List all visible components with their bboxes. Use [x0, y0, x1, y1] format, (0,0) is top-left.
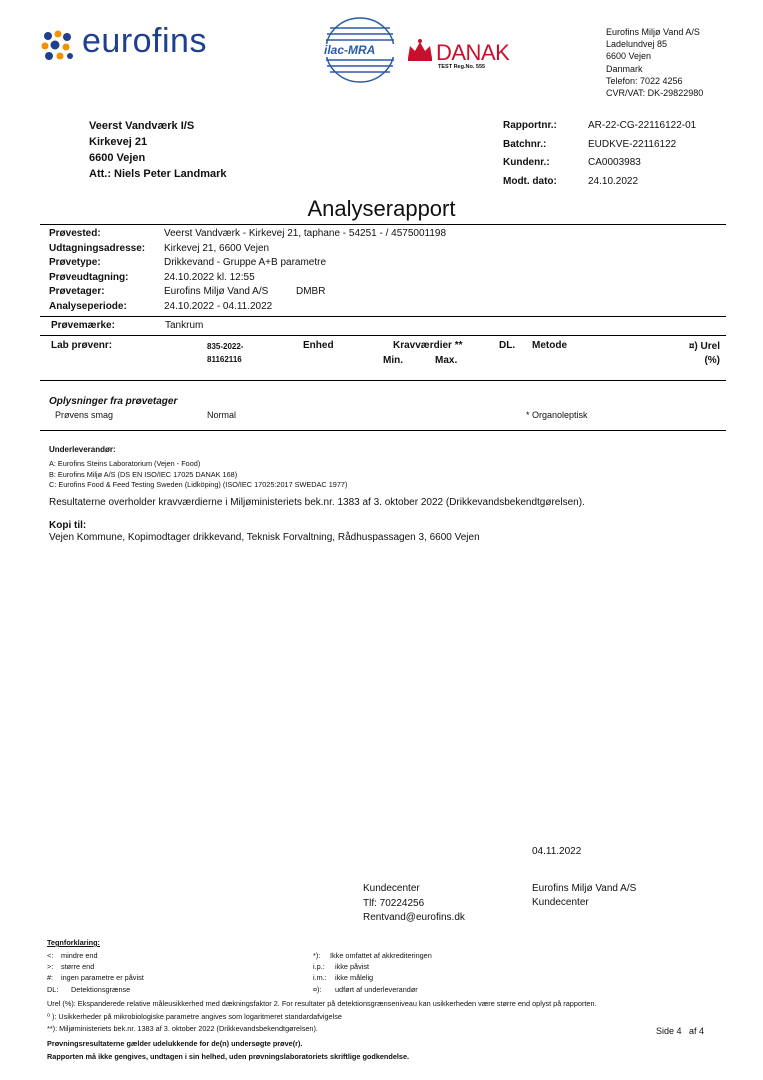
eurofins-logo	[40, 22, 220, 66]
legend-item	[47, 984, 144, 995]
contact-line: Rentvand@eurofins.dk	[363, 912, 465, 923]
sample-info-row	[49, 285, 446, 300]
sampler-section-heading: Oplysninger fra prøvetager	[49, 396, 178, 407]
legend-footer	[47, 1037, 409, 1063]
legend-item	[47, 972, 144, 983]
lab-number-line: 835-2022-	[207, 342, 244, 351]
copy-heading: Kopi til:	[49, 520, 87, 531]
subcontractor-line: A: Eurofins Steins Laboratorium (Vejen - Food)	[49, 459, 201, 468]
legend-footer-line: Prøvningsresultaterne gælder udelukkende for de(n) undersøgte prøve(r).	[47, 1039, 303, 1048]
company-address-line: Eurofins Miljø Vand A/S	[606, 27, 700, 37]
legend-symbol: i.p.:	[313, 962, 325, 972]
legend-left	[47, 950, 144, 995]
report-meta-value: CA0003983	[588, 157, 641, 168]
report-meta-row	[503, 117, 696, 136]
report-meta-label: Modt. dato:	[503, 175, 557, 187]
lab-number-line: 81162116	[207, 355, 242, 364]
signature-line: Eurofins Miljø Vand A/S	[532, 883, 637, 894]
contact-line: Tlf: 70224256	[363, 897, 425, 909]
sign-date: 04.11.2022	[532, 846, 582, 857]
legend-text: mindre end	[61, 951, 98, 960]
report-meta-row	[503, 173, 696, 192]
sample-info-label: Prøveudtagning:	[49, 271, 129, 283]
sample-info-value: Kirkevej 21, 6600 Vejen	[164, 242, 270, 254]
param-name: Prøvens smag	[55, 410, 114, 420]
sample-info-value: Eurofins Miljø Vand A/S	[164, 286, 269, 298]
table-header-max: Max.	[435, 355, 458, 366]
report-meta-row	[503, 154, 696, 173]
ilac-mra-text: ilac-MRA	[324, 43, 376, 57]
contact-block	[363, 882, 465, 926]
legend-text: ingen parametre er påvist	[61, 973, 144, 983]
sample-info-value: 24.10.2022 - 04.11.2022	[164, 300, 273, 312]
company-address-line: CVR/VAT: DK-29822980	[606, 88, 704, 99]
table-header-method: Metode	[532, 340, 567, 351]
sample-info-row	[49, 256, 446, 271]
divider	[40, 430, 726, 431]
legend-heading: Tegnforklaring:	[47, 938, 100, 947]
sample-info-value: Veerst Vandværk - Kirkevej 21, taphane - 54251 - / 4575001198	[164, 228, 447, 239]
signature-block	[532, 882, 636, 910]
legend-right	[313, 950, 432, 995]
legend-item	[313, 961, 432, 972]
sample-info-label: Udtagningsadresse:	[49, 242, 146, 254]
report-meta-row	[503, 136, 696, 155]
sample-info-value: 24.10.2022 kl. 12:55	[164, 271, 255, 283]
page-number	[656, 1026, 704, 1036]
report-meta-value: EUDKVE-22116122	[588, 138, 677, 150]
recipient-line: Att.: Niels Peter Landmark	[89, 168, 227, 180]
danak-text: DANAK	[436, 40, 510, 65]
legend-text: ikke målelig	[335, 973, 374, 983]
recipient-line: Veerst Vandværk I/S	[89, 120, 195, 132]
sample-info-label: Prøvetype:	[49, 257, 101, 269]
param-method: * Organoleptisk	[526, 410, 588, 420]
report-meta-label: Batchnr.:	[503, 138, 547, 150]
eurofins-logo-icon	[40, 30, 76, 62]
sample-info-label: Prøvested:	[49, 228, 101, 239]
legend-item	[47, 961, 144, 972]
eurofins-logo-text: eurofins	[82, 22, 207, 60]
table-header-min: Min.	[383, 355, 403, 366]
subcontractors-list	[49, 459, 347, 491]
sample-mark-value: Tankrum	[165, 320, 204, 331]
sample-info	[49, 227, 446, 315]
legend-item	[313, 972, 432, 983]
legend-note: Urel (%): Ekspanderede relative måleusikkerhed med dækningsfaktor 2. For resultater på detektionsgrænseniveau kan usikkerheden være større end oplyst på rapporten.	[47, 999, 597, 1008]
sample-info-row	[49, 242, 446, 257]
table-header-unit: Enhed	[303, 340, 334, 351]
page-label: Side 4	[656, 1026, 682, 1036]
divider	[40, 316, 726, 317]
legend-footer-line: Rapporten må ikke gengives, undtagen i sin helhed, uden prøvningslaboratoriets skriftlige godkendelse.	[47, 1052, 410, 1061]
page-of: af 4	[689, 1026, 705, 1036]
table-header-lab-number	[207, 340, 243, 366]
sample-info-row	[49, 300, 446, 315]
param-value: Normal	[207, 410, 237, 420]
report-meta-label: Rapportnr.:	[503, 120, 557, 131]
report-meta-label: Kundenr.:	[503, 157, 550, 168]
legend-symbol: i.m.:	[313, 973, 327, 983]
legend-notes	[47, 998, 727, 1036]
legend-note: **): Miljøministeriets bek.nr. 1383 af 3. oktober 2022 (Drikkevandsbekendtgørelsen).	[47, 1024, 318, 1034]
company-address-line: Telefon: 7022 4256	[606, 75, 683, 86]
legend-item	[313, 984, 432, 995]
recipient-address	[89, 118, 227, 182]
legend-symbol: *):	[313, 951, 321, 960]
recipient-line: 6600 Vejen	[89, 152, 146, 164]
company-address	[606, 26, 703, 99]
company-address-line: Danmark	[606, 63, 643, 74]
legend-symbol: DL:	[47, 984, 59, 994]
table-header-dl: DL.	[499, 340, 516, 351]
crown-icon	[406, 38, 434, 62]
legend-item	[313, 950, 432, 961]
ilac-mra-logo	[322, 16, 398, 84]
signature-line: Kundecenter	[532, 897, 589, 908]
subcontractor-line: B: Eurofins Miljø A/S (DS EN ISO/IEC 17025 DANAK 168)	[49, 469, 238, 479]
company-address-line: Ladelundvej 85	[606, 39, 668, 50]
legend-note: ⁰ ): Usikkerheder på mikrobiologiske parametre angives som logaritmeret standardafvigelse	[47, 1011, 342, 1021]
legend-text: ikke påvist	[335, 962, 370, 972]
legend-symbol: #:	[47, 973, 54, 983]
table-header-urel	[640, 340, 720, 368]
copy-text: Vejen Kommune, Kopimodtager drikkevand, Teknisk Forvaltning, Rådhuspassagen 3, 6600 Vejen	[49, 532, 480, 543]
divider	[40, 224, 726, 225]
divider	[40, 380, 726, 381]
sample-mark-row	[51, 320, 203, 331]
report-meta	[503, 117, 696, 191]
page-title: Analyserapport	[307, 196, 456, 221]
sample-info-row	[49, 227, 446, 242]
danak-reg-text: TEST Reg.No. 555	[438, 64, 486, 70]
urel-line: ¤) Urel	[688, 341, 720, 352]
divider	[40, 335, 726, 336]
compliance-text: Resultaterne overholder kravværdierne i Miljøministeriets bek.nr. 1383 af 3. oktober 2022 (Drikkevandsbekendtgørelsen).	[49, 497, 585, 508]
subcontractors-heading: Underleverandør:	[49, 445, 116, 454]
legend-item	[47, 950, 144, 961]
urel-line: (%)	[704, 355, 720, 366]
legend-text: større end	[61, 962, 95, 972]
sample-info-label: Analyseperiode:	[49, 300, 127, 312]
subcontractor-line: C: Eurofins Food & Feed Testing Sweden (Lidköping) (ISO/IEC 17025:2017 SWEDAC 1977)	[49, 480, 348, 490]
contact-line: Kundecenter	[363, 883, 420, 894]
legend-symbol: <:	[47, 951, 54, 960]
sample-info-label: Prøvetager:	[49, 286, 105, 298]
company-address-line: 6600 Vejen	[606, 51, 652, 62]
table-header-lab: Lab prøvenr:	[51, 340, 113, 351]
legend-text: Detektionsgrænse	[71, 984, 131, 994]
legend-text: Ikke omfattet af akkrediteringen	[330, 951, 432, 960]
legend-symbol: ¤):	[313, 984, 322, 994]
danak-logo	[404, 36, 514, 76]
legend-symbol: >:	[47, 962, 54, 972]
report-meta-value: AR-22-CG-22116122-01	[588, 120, 697, 131]
sample-mark-label: Prøvemærke:	[51, 320, 115, 331]
report-meta-value: 24.10.2022	[588, 175, 639, 187]
table-header-limits: Kravværdier **	[393, 340, 463, 351]
sample-info-row	[49, 271, 446, 286]
sampler-code: DMBR	[296, 286, 326, 298]
legend-text: udført af underleverandør	[335, 984, 418, 994]
sample-info-value: Drikkevand - Gruppe A+B parametre	[164, 257, 327, 269]
recipient-line: Kirkevej 21	[89, 136, 148, 148]
